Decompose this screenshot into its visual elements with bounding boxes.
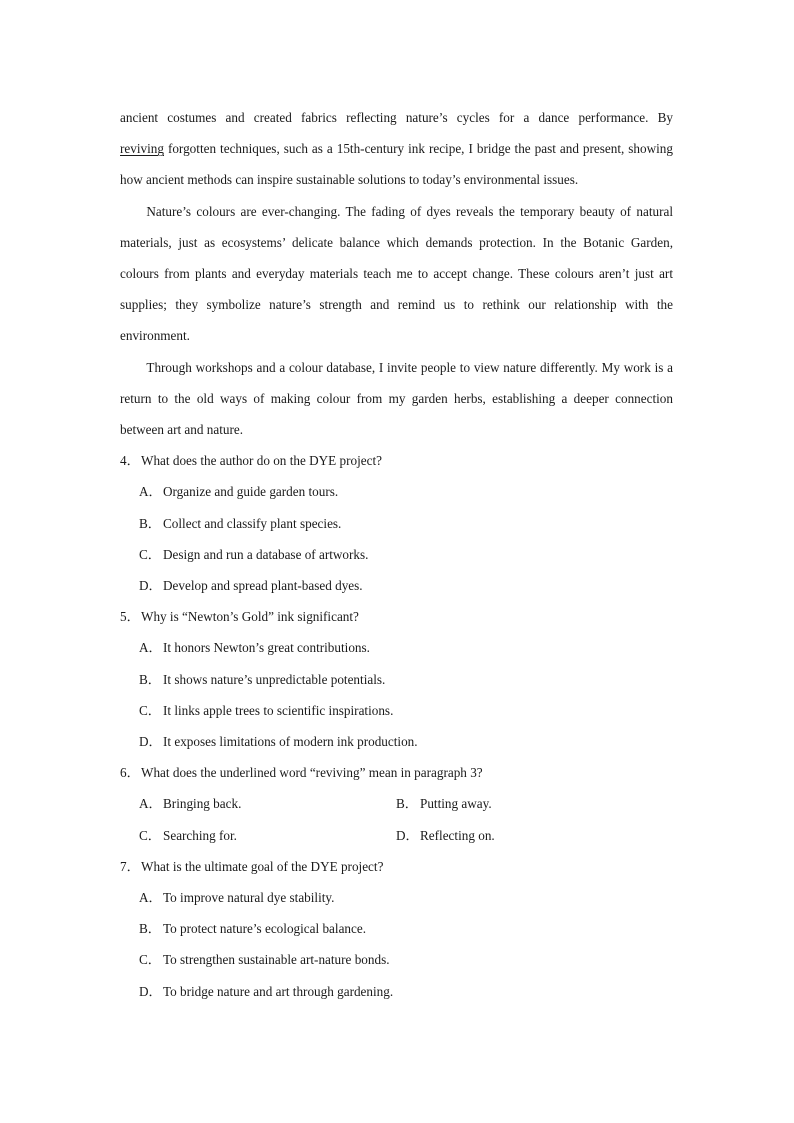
option-a[interactable] — [120, 476, 673, 507]
question-stem — [120, 757, 673, 788]
option-d[interactable] — [396, 820, 653, 851]
question-7 — [120, 851, 673, 1007]
option-d[interactable] — [120, 976, 673, 1007]
option-text: It shows nature’s unpredictable potentials. — [163, 671, 386, 687]
option-letter: C． — [139, 702, 161, 718]
option-text: Reflecting on. — [420, 827, 495, 843]
question-6 — [120, 757, 673, 851]
option-text: It honors Newton’s great contributions. — [163, 640, 370, 656]
option-c[interactable] — [120, 695, 673, 726]
option-row — [120, 788, 673, 819]
question-5 — [120, 601, 673, 757]
question-text: What does the author do on the DYE project? — [141, 453, 382, 469]
option-row — [120, 820, 673, 851]
option-letter: A． — [139, 890, 162, 906]
option-b[interactable] — [396, 788, 653, 819]
question-stem — [120, 851, 673, 882]
passage-paragraph-2: Nature’s colours are ever-changing. The fading of dyes reveals the temporary beauty of natural materials, just as ecosystems’ delicate balance which demands protection. In the Botanic Garden, colours from plants and everyday materials teach me to accept change. These colours aren’t just art supplies; they symbolize nature’s strength and remind us to rethink our relationship with the environment. — [120, 203, 673, 344]
paragraph-1-rest: forgotten techniques, such as a 15th-century ink recipe, I bridge the past and present, showing how ancient methods can inspire sustainable solutions to today’s environmental issues. — [120, 141, 673, 188]
option-letter: A． — [139, 796, 162, 812]
option-a[interactable] — [120, 632, 673, 663]
option-letter: C． — [139, 827, 161, 843]
question-number: 4． — [120, 453, 140, 469]
option-text: It exposes limitations of modern ink production. — [163, 734, 418, 750]
question-stem — [120, 601, 673, 632]
passage-paragraph-1 — [120, 102, 673, 196]
option-letter: D． — [139, 983, 162, 999]
question-stem — [120, 445, 673, 476]
option-letter: B． — [139, 921, 161, 937]
option-b[interactable] — [120, 508, 673, 539]
underlined-word-reviving: reviving — [120, 141, 164, 157]
question-text: What does the underlined word “reviving” mean in paragraph 3? — [141, 765, 483, 781]
option-letter: B． — [139, 515, 161, 531]
option-text: To protect nature’s ecological balance. — [163, 921, 367, 937]
option-letter: D． — [139, 734, 162, 750]
option-text: To strengthen sustainable art-nature bonds. — [163, 952, 390, 968]
option-letter: C． — [139, 546, 161, 562]
option-text: Searching for. — [163, 827, 237, 843]
question-number: 6． — [120, 765, 140, 781]
option-text: Collect and classify plant species. — [163, 515, 342, 531]
question-text: Why is “Newton’s Gold” ink significant? — [141, 609, 359, 625]
option-text: Bringing back. — [163, 796, 242, 812]
question-number: 5． — [120, 609, 140, 625]
option-letter: B． — [139, 671, 161, 687]
option-letter: D． — [139, 578, 162, 594]
option-c[interactable] — [120, 539, 673, 570]
option-text: Develop and spread plant-based dyes. — [163, 578, 363, 594]
question-4 — [120, 445, 673, 601]
option-letter: D． — [396, 827, 419, 843]
option-letter: A． — [139, 640, 162, 656]
option-letter: C． — [139, 952, 161, 968]
option-text: Putting away. — [420, 796, 492, 812]
option-text: To bridge nature and art through gardening. — [163, 983, 394, 999]
passage-paragraph-3: Through workshops and a colour database, I invite people to view nature differently. My work is a return to the old ways of making colour from my garden herbs, establishing a deeper connection between art and nature. — [120, 359, 673, 438]
option-b[interactable] — [120, 913, 673, 944]
option-d[interactable] — [120, 726, 673, 757]
option-text: Organize and guide garden tours. — [163, 484, 339, 500]
option-a[interactable] — [120, 882, 673, 913]
option-d[interactable] — [120, 570, 673, 601]
option-c[interactable] — [120, 944, 673, 975]
option-b[interactable] — [120, 664, 673, 695]
option-text: Design and run a database of artworks. — [163, 546, 369, 562]
question-number: 7． — [120, 858, 140, 874]
option-c[interactable] — [139, 820, 396, 851]
paragraph-1-line-1: ancient costumes and created fabrics reflecting nature’s cycles for a dance performance. By — [120, 110, 673, 125]
option-text: To improve natural dye stability. — [163, 890, 335, 906]
question-text: What is the ultimate goal of the DYE project? — [141, 858, 384, 874]
option-letter: B． — [396, 796, 418, 812]
option-text: It links apple trees to scientific inspirations. — [163, 702, 394, 718]
option-letter: A． — [139, 484, 162, 500]
document-page — [120, 102, 673, 1007]
option-a[interactable] — [139, 788, 396, 819]
